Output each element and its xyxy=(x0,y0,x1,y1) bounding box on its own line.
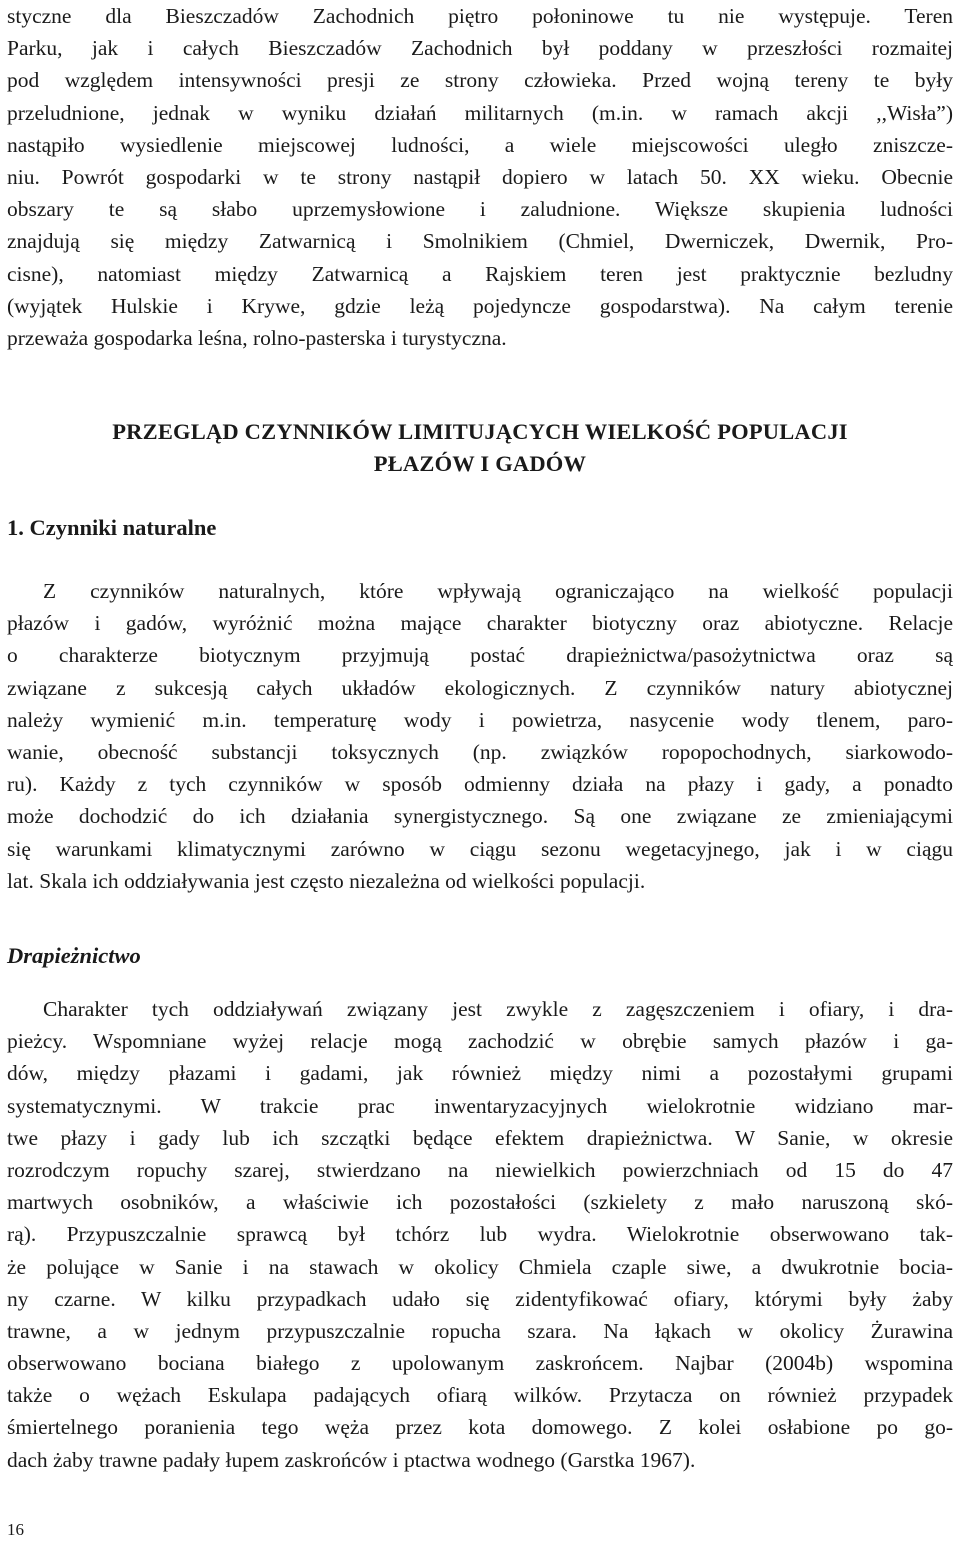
text-line: znajdują się między Zatwarnicą i Smolnikiem (Chmiel, Dwerniczek, Dwernik, Pro- xyxy=(7,229,953,254)
text-line: się warunkami klimatycznymi zarówno w ciągu sezonu wegetacyjnego, jak i w ciągu xyxy=(7,836,953,861)
text-line: nastąpiło wysiedlenie miejscowej ludności, a wiele miejscowości uległo zniszcze- xyxy=(7,132,953,157)
text-line: może dochodzić do ich działania synergistycznego. Są one związane ze zmieniającymi xyxy=(7,804,953,829)
text-line: obserwowano bociana białego z upolowanym zaskrońcem. Najbar (2004b) wspomina xyxy=(7,1351,953,1376)
paragraph-natural-factors xyxy=(7,575,953,897)
text-line: twe płazy i gady lub ich szczątki będące efektem drapieżnictwa. W Sanie, w okresie xyxy=(7,1125,953,1150)
text-line: wanie, obecność substancji toksycznych (np. związków ropopochodnych, siarkowodo- xyxy=(7,739,953,764)
text-line: dów, między płazami i gadami, jak również między nimi a pozostałymi grupami xyxy=(7,1061,953,1086)
text-line: o charakterze biotycznym przyjmują postać drapieżnictwa/pasożytnictwa oraz są xyxy=(7,643,953,668)
text-line: przeważa gospodarka leśna, rolno-pasterska i turystyczna. xyxy=(7,325,507,350)
text-line: niu. Powrót gospodarki w te strony nastąpił dopiero w latach 50. XX wieku. Obecnie xyxy=(7,164,953,189)
page-number: 16 xyxy=(7,1520,24,1539)
text-line: styczne dla Bieszczadów Zachodnich piętro połoninowe tu nie występuje. Teren xyxy=(7,4,953,28)
text-line: przeludnione, jednak w wyniku działań militarnych (m.in. w ramach akcji ,,Wisła”) xyxy=(7,100,953,125)
text-line: także o wężach Eskulapa padających ofiarą wilków. Przytacza on również przypadek xyxy=(7,1383,953,1408)
text-line: martwych osobników, a właściwie ich pozostałości (szkielety z mało naruszoną skó- xyxy=(7,1190,953,1215)
paragraph-intro xyxy=(7,0,953,354)
text-line: ru). Każdy z tych czynników w sposób odmienny działa na płazy i gady, a ponadto xyxy=(7,772,953,797)
text-line: lat. Skala ich oddziaływania jest często niezależna od wielkości populacji. xyxy=(7,868,646,893)
text-line: Charakter tych oddziaływań związany jest zwykle z zagęszczeniem i ofiary, i dra- xyxy=(43,997,953,1021)
text-line: związane z sukcesją całych układów ekologicznych. Z czynników natury abiotycznej xyxy=(7,675,953,700)
text-line: rą). Przypuszczalnie sprawcą był tchórz lub wydra. Wielokrotnie obserwowano tak- xyxy=(7,1222,953,1247)
main-heading-line-2: PŁAZÓW I GADÓW xyxy=(373,451,587,476)
text-line: śmiertelnego poranienia tego węża przez kota domowego. Z kolei osłabione po go- xyxy=(7,1415,953,1440)
text-line: Parku, jak i całych Bieszczadów Zachodnich był poddany w przeszłości rozmaitej xyxy=(7,36,953,61)
text-line: ny czarne. W kilku przypadkach udało się zidentyfikować ofiary, którymi były żaby xyxy=(7,1286,953,1311)
paragraph-predation xyxy=(7,993,953,1476)
text-line: dach żaby trawne padały łupem zaskrońców i ptactwa wodnego (Garstka 1967). xyxy=(7,1447,696,1472)
main-heading xyxy=(0,416,960,480)
text-line: trawne, a w jednym przypuszczalnie ropucha szara. Na łąkach w okolicy Żurawina xyxy=(7,1318,953,1343)
text-line: że polujące w Sanie i na stawach w okolicy Chmiela czaple siwe, a dwukrotnie bocia- xyxy=(7,1254,953,1279)
text-line: pieżcy. Wspomniane wyżej relacje mogą zachodzić w obrębie samych płazów i ga- xyxy=(7,1029,953,1054)
text-line: (wyjątek Hulskie i Krywe, gdzie leżą pojedyncze gospodarstwa). Na całym terenie xyxy=(7,293,953,318)
text-line: płazów i gadów, wyróżnić można mające charakter biotyczny oraz abiotyczne. Relacje xyxy=(7,611,953,636)
text-line: systematycznymi. W trakcie prac inwentaryzacyjnych wielokrotnie widziano mar- xyxy=(7,1093,953,1118)
subsection-heading: Drapieżnictwo xyxy=(7,943,141,968)
section-heading: 1. Czynniki naturalne xyxy=(7,515,217,540)
text-line: cisne), natomiast między Zatwarnicą a Rajskiem teren jest praktycznie bezludny xyxy=(7,261,953,286)
text-line: należy wymienić m.in. temperaturę wody i powietrza, nasycenie wody tlenem, paro- xyxy=(7,707,953,732)
text-line: Z czynników naturalnych, które wpływają ograniczająco na wielkość populacji xyxy=(43,579,953,603)
text-line: obszary te są słabo uprzemysłowione i zaludnione. Większe skupienia ludności xyxy=(7,197,953,222)
text-line: rozrodczym ropuchy szarej, stwierdzano na niewielkich powierzchniach od 15 do 47 xyxy=(7,1157,953,1182)
main-heading-line-1: PRZEGLĄD CZYNNIKÓW LIMITUJĄCYCH WIELKOŚĆ POPULACJI xyxy=(112,419,848,444)
text-line: pod względem intensywności presji ze strony człowieka. Przed wojną tereny te były xyxy=(7,68,953,93)
